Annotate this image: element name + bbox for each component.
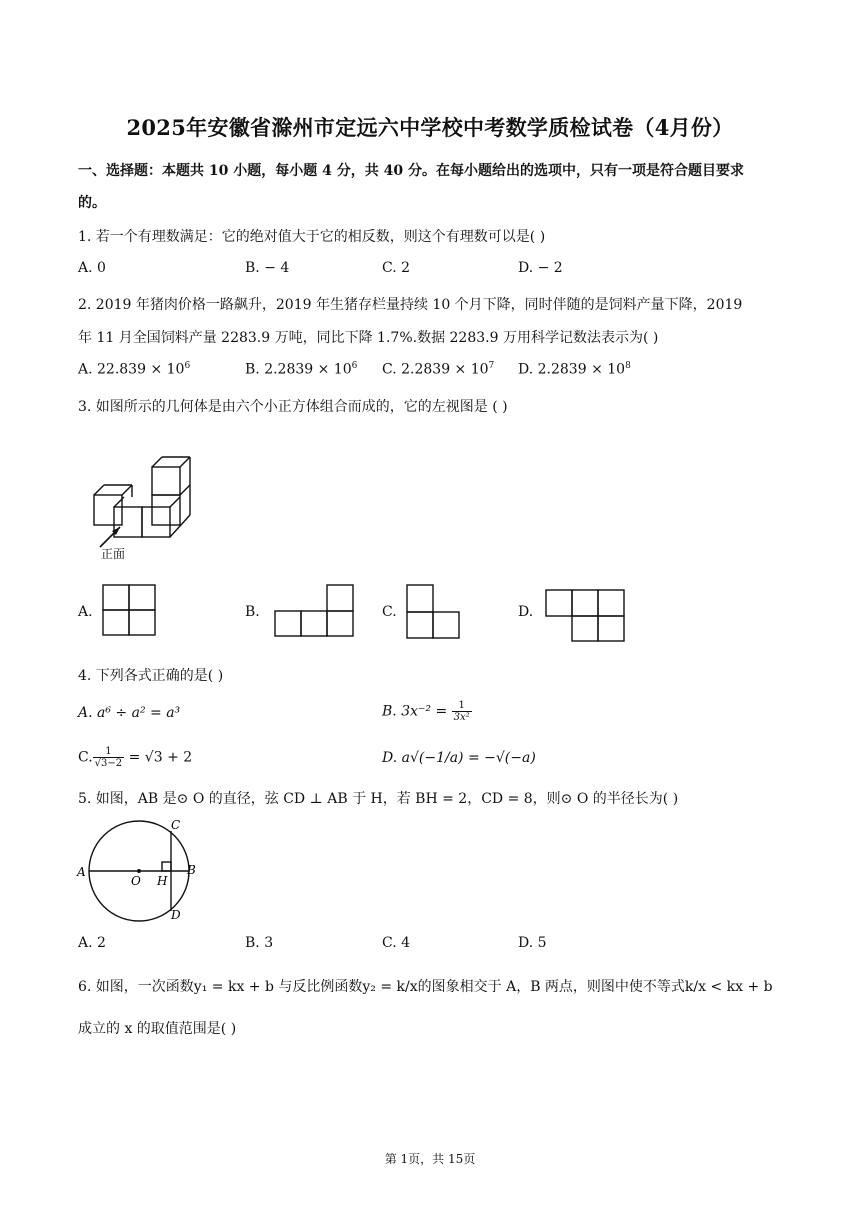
q3-option-c-label: C. — [382, 604, 397, 620]
q1-option-a: A. 0 — [78, 260, 106, 276]
q3-option-a-label: A. — [78, 604, 93, 620]
q4-option-a: A. a⁶ ÷ a² = a³ — [78, 705, 181, 721]
q5-point-o: O — [131, 874, 141, 888]
q3-option-a-figure — [102, 584, 158, 636]
q5-point-d: D — [171, 908, 181, 922]
q5-circle-figure — [76, 815, 206, 921]
q3-option-b-label: B. — [245, 604, 260, 620]
q5-option-a: A. 2 — [78, 935, 106, 951]
q4-option-b: B. 3x⁻² = $\frac{1}{\text{3x²}}$ — [382, 700, 470, 723]
q3-option-b-figure — [274, 584, 356, 638]
q6-stem-line1: 6. 如图，一次函数y₁ = kx + b 与反比例函数y₂ = k/x的图象相交于 A，B 两点，则图中使不等式k/x < kx + b — [78, 979, 773, 995]
q5-stem: 5. 如图，AB 是⊙ O 的直径，弦 CD ⊥ AB 于 H，若 BH = 2，CD = 8，则⊙ O 的半径长为( ) — [78, 791, 679, 807]
q5-point-h: H — [157, 874, 168, 888]
section-heading-line1: 一、选择题：本题共 10 小题，每小题 4 分，共 40 分。在每小题给出的选项中，只有一项是符合题目要求 — [78, 163, 744, 179]
q3-option-d-figure — [545, 589, 627, 643]
q1-option-b: B. − 4 — [245, 260, 290, 276]
q4-stem: 4. 下列各式正确的是( ) — [78, 668, 224, 684]
q3-front-label: 正面 — [101, 547, 126, 561]
q2-option-c: C. $2.2839 \times 10^7$ — [382, 361, 495, 378]
page-title: 2025年安徽省滁州市定远六中学校中考数学质检试卷（4月份） — [126, 115, 734, 140]
q3-option-d-label: D. — [518, 604, 534, 620]
q1-option-d: D. − 2 — [518, 260, 563, 276]
q3-stem: 3. 如图所示的几何体是由六个小正方体组合而成的，它的左视图是 ( ) — [78, 399, 508, 415]
q5-option-c: C. 4 — [382, 935, 411, 951]
q5-point-b: B — [187, 863, 196, 877]
q3-option-c-figure — [406, 584, 462, 640]
q2-stem-line2: 年 11 月全国饲料产量 2283.9 万吨，同比下降 1.7%.数据 2283.9 万用科学记数法表示为( ) — [78, 330, 659, 346]
q2-option-d: D. $2.2839 \times 10^8$ — [518, 361, 631, 378]
q5-point-a: A — [77, 865, 86, 879]
q6-stem-line2: 成立的 x 的取值范围是( ) — [78, 1021, 237, 1037]
q5-option-b: B. 3 — [245, 935, 274, 951]
q4-option-d: D. a√(−1/a) = −√(−a) — [382, 750, 536, 766]
section-heading-line2: 的。 — [78, 195, 106, 211]
q4-option-c: C. $\frac{1}{√3-2}$ = √3 + 2 — [78, 746, 193, 769]
q2-option-b: B. $2.2839 \times 10^6$ — [245, 361, 358, 378]
q2-stem-line1: 2. 2019 年猪肉价格一路飙升，2019 年生猪存栏量持续 10 个月下降，同时伴随的是饲料产量下降，2019 — [78, 297, 743, 313]
q5-point-c: C — [171, 818, 181, 832]
page-footer: 第 1页，共 15页 — [384, 1152, 476, 1166]
q2-option-a: A. $22.839 \times 10^6$ — [78, 361, 191, 378]
q5-option-d: D. 5 — [518, 935, 547, 951]
q1-option-c: C. 2 — [382, 260, 411, 276]
q1-stem: 1. 若一个有理数满足：它的绝对值大于它的相反数，则这个有理数可以是( ) — [78, 229, 546, 245]
